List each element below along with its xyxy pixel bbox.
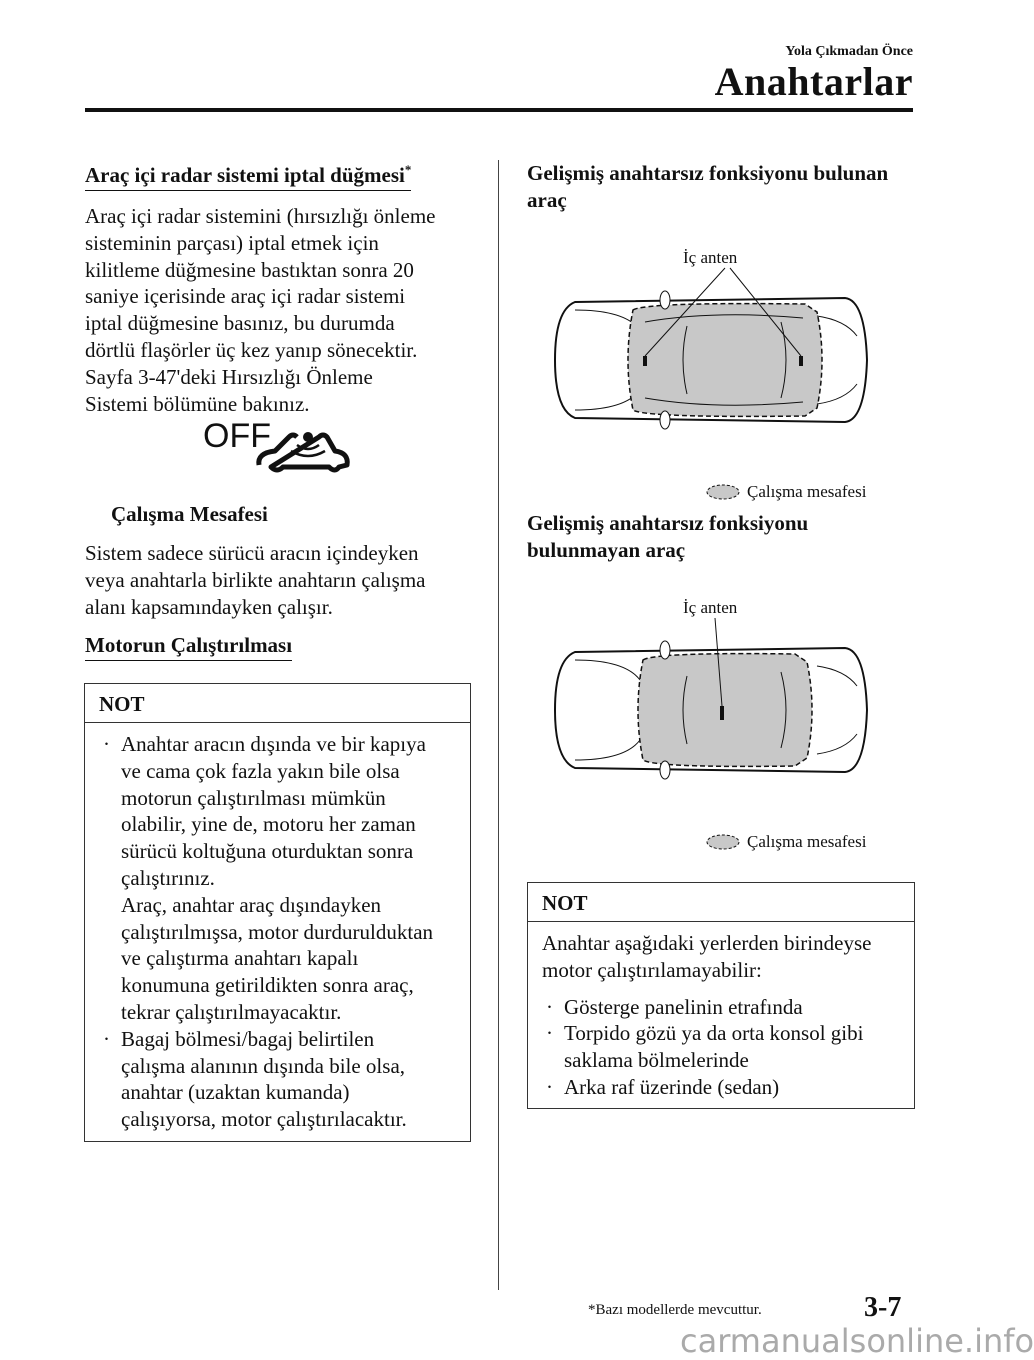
text-line: veya anahtarla birlikte anahtarın çalışma	[85, 568, 426, 593]
bullet-text	[564, 1074, 779, 1101]
radar-off-icon	[85, 417, 475, 501]
text-line: Gelişmiş anahtarsız fonksiyonu	[527, 511, 809, 535]
text-line: Gösterge panelinin etrafında	[564, 994, 803, 1019]
text-line: saniye içerisinde araç içi radar sistemi	[85, 284, 406, 309]
header-rule	[85, 108, 913, 112]
note-bullet	[542, 994, 900, 1021]
off-label: OFF	[203, 417, 271, 456]
text-line: ve cama çok fazla yakın bile olsa	[121, 758, 400, 783]
paragraph	[85, 203, 475, 417]
bullet-icon: ·	[546, 1021, 553, 1046]
legend-label: Çalışma mesafesi	[747, 482, 867, 501]
section-heading	[527, 510, 917, 564]
figure-with-advanced-keyless	[545, 240, 905, 510]
bullet-icon: ·	[103, 732, 110, 756]
note-bullet	[99, 1026, 456, 1133]
text-line: Sistemi bölümüne bakınız.	[85, 391, 310, 416]
bullet-icon: ·	[103, 1026, 110, 1051]
text-line: ve çalıştırma anahtarı kapalı	[121, 946, 359, 971]
page-number: 3-7	[864, 1292, 902, 1323]
car-sensor-icon	[253, 423, 353, 479]
subheading: Çalışma Mesafesi	[111, 502, 268, 527]
text-line: motorun çalıştırılması mümkün	[121, 785, 386, 810]
text-line: Arka raf üzerinde (sedan)	[564, 1074, 780, 1099]
text-line: sürücü koltuğuna oturduktan sonra	[121, 839, 414, 864]
note-title: NOT	[85, 684, 470, 723]
text-line: çalışıyorsa, motor çalıştırılacaktır.	[121, 1107, 407, 1132]
text-line: anahtar (uzaktan kumanda)	[121, 1080, 350, 1105]
section-heading	[527, 160, 917, 214]
note-bullet	[99, 731, 456, 1026]
text-line: konumuna getirildikten sonra araç,	[121, 973, 414, 998]
bullet-text	[121, 731, 433, 1026]
text-line: tekrar çalıştırılmayacaktır.	[121, 999, 342, 1024]
note-body	[85, 723, 470, 1141]
text-line: Bagaj bölmesi/bagaj belirtilen	[121, 1026, 375, 1051]
left-column	[85, 162, 475, 661]
text-line: bulunmayan araç	[527, 538, 686, 562]
text-line: kilitleme düğmesine bastıktan sonra 20	[85, 257, 414, 282]
column-divider	[498, 160, 499, 1290]
text-line: çalışma alanının dışında bile olsa,	[121, 1053, 406, 1078]
text-line: iptal düğmesine basınız, bu durumda	[85, 311, 395, 336]
bullet-text	[564, 994, 803, 1021]
text-line: motor çalıştırılamayabilir:	[542, 957, 762, 982]
car-top-view-diagram	[545, 590, 905, 820]
text-line: olabilir, yine de, motoru her zaman	[121, 812, 416, 837]
text-line: Araç içi radar sistemini (hırsızlığı önleme	[85, 204, 436, 228]
footnote: *Bazı modellerde mevcuttur.	[588, 1302, 762, 1318]
note-title: NOT	[528, 883, 914, 922]
note-bullet	[542, 1074, 900, 1101]
legend	[705, 482, 866, 502]
text-line: Anahtar aracın dışında ve bir kapıya	[121, 732, 426, 756]
watermark: carmanualsonline.info	[680, 1322, 1034, 1360]
legend	[705, 832, 866, 852]
note-body	[528, 922, 914, 1109]
text-line: saklama bölmelerinde	[564, 1048, 749, 1073]
text-line: Sayfa 3-47'deki Hırsızlığı Önleme	[85, 364, 373, 389]
bullet-icon: ·	[546, 1074, 553, 1099]
text-line: çalıştırınız.	[121, 865, 215, 890]
bullet-text	[121, 1026, 407, 1133]
paragraph	[85, 540, 475, 620]
text-line: sisteminin parçası) iptal etmek için	[85, 230, 379, 255]
text-line: araç	[527, 188, 567, 212]
note-bullet	[542, 1020, 900, 1074]
section-heading: Araç içi radar sistemi iptal düğmesi*	[85, 162, 411, 191]
bullet-text	[564, 1020, 863, 1074]
note-intro	[542, 930, 900, 984]
text-line: Anahtar aşağıdaki yerlerden birindeyse	[542, 931, 872, 955]
note-box	[527, 882, 915, 1109]
zone-legend-icon	[705, 833, 741, 851]
page-title: Anahtarlar	[714, 59, 913, 104]
text-line: Sistem sadece sürücü aracın içindeyken	[85, 541, 419, 566]
figure-without-advanced-keyless	[545, 590, 905, 860]
text-line: Araç, anahtar araç dışındayken	[121, 892, 382, 917]
text-line: çalıştırılmışsa, motor durdurulduktan	[121, 919, 434, 944]
section-label: Yola Çıkmadan Önce	[785, 44, 913, 59]
text-line: Torpido gözü ya da orta konsol gibi	[564, 1021, 864, 1046]
antenna-label: İç anten	[683, 248, 738, 267]
legend-label: Çalışma mesafesi	[747, 832, 867, 851]
antenna-label: İç anten	[683, 598, 738, 617]
text-line: alanı kapsamındayken çalışır.	[85, 594, 333, 619]
text-line: Gelişmiş anahtarsız fonksiyonu bulunan	[527, 161, 889, 185]
bullet-icon: ·	[546, 994, 553, 1019]
note-box	[84, 683, 471, 1142]
text-line: dörtlü flaşörler üç kez yanıp sönecektir.	[85, 337, 418, 362]
zone-legend-icon	[705, 483, 741, 501]
car-top-view-diagram	[545, 240, 905, 470]
section-heading: Motorun Çalıştırılması	[85, 633, 292, 661]
